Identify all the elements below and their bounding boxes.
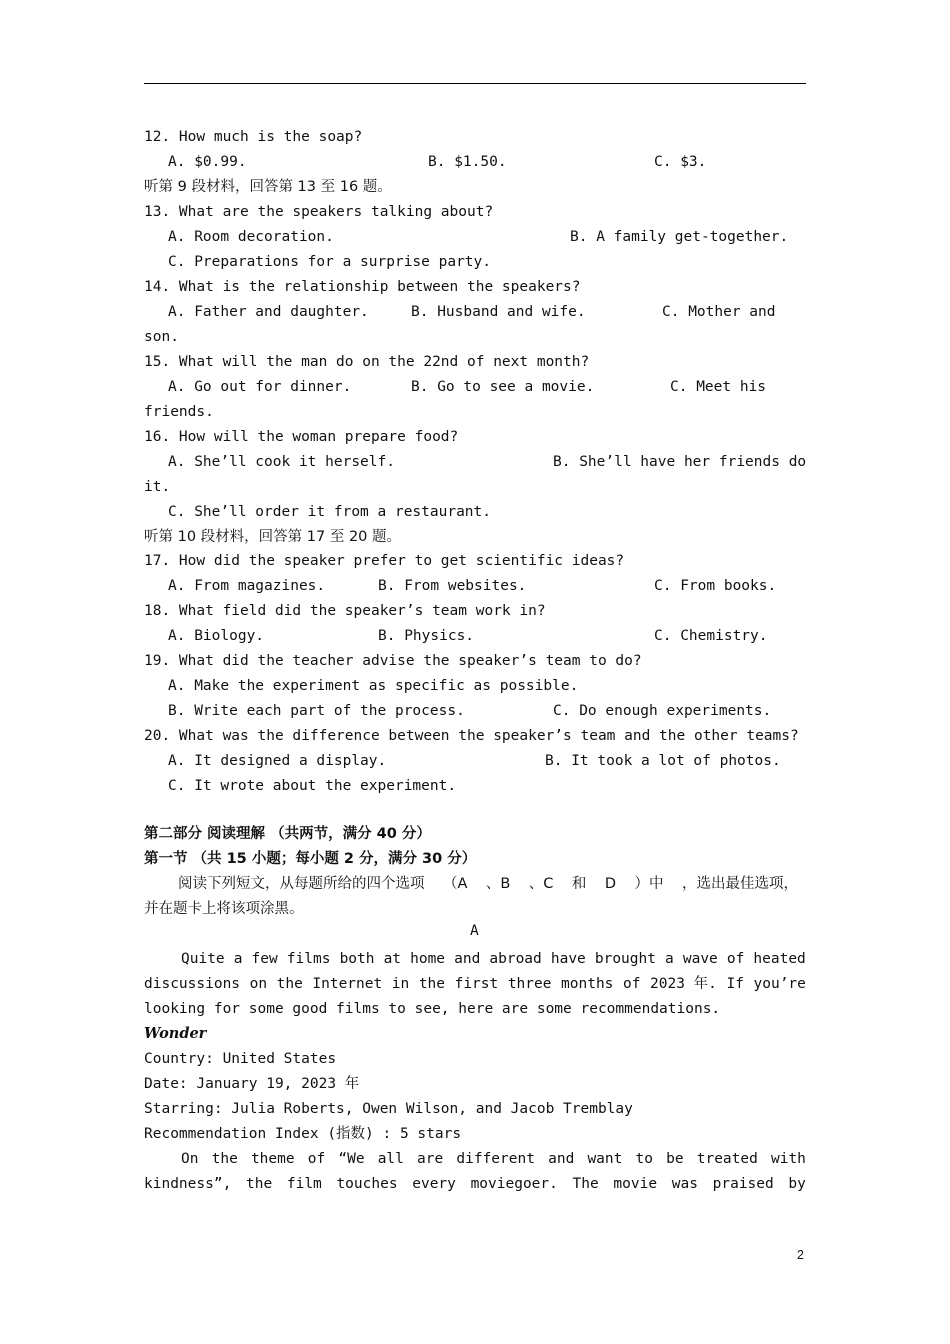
header-rule (144, 83, 806, 84)
q14-option-c-continued: son. (144, 329, 179, 345)
word: and (454, 951, 481, 967)
word: 2023 年. (650, 976, 717, 992)
q19-stem: 19. What did the teacher advise the speaker’s team to do? (144, 653, 642, 669)
word: the (211, 1151, 238, 1167)
q13-option-c: C. Preparations for a surprise party. (168, 254, 492, 270)
q14-stem: 14. What is the relationship between the speakers? (144, 279, 581, 295)
q12-stem: 12. How much is the soap? (144, 129, 363, 145)
q14-option-c: C. Mother and (662, 304, 776, 320)
passage-p2-line1 (181, 1150, 806, 1168)
word: first (454, 976, 499, 992)
word: in (391, 976, 410, 992)
word: On (181, 1151, 199, 1167)
word: films (286, 951, 331, 967)
word: different (456, 1151, 535, 1167)
word: Internet (312, 976, 383, 992)
word: movie (613, 1176, 658, 1192)
word: be (666, 1151, 684, 1167)
q19-option-a: A. Make the experiment as specific as possible. (168, 678, 579, 694)
q12-option-c: C. $3. (654, 154, 707, 170)
reading-instruction-line2: 并在题卡上将该项涂黑。 (144, 901, 304, 917)
word: discussions (144, 976, 241, 992)
instr-word: 、B (485, 876, 511, 892)
segment-9-instruction: 听第 9 段材料，回答第 13 至 16 题。 (144, 179, 392, 195)
word: three (507, 976, 552, 992)
word: was (671, 1176, 698, 1192)
film-starring: Starring: Julia Roberts, Owen Wilson, and Jacob Tremblay (144, 1101, 633, 1117)
q16-option-b-continued: it. (144, 479, 171, 495)
word: and (548, 1151, 575, 1167)
q18-stem: 18. What field did the speaker’s team work in? (144, 603, 546, 619)
word: all (377, 1151, 404, 1167)
word: are (417, 1151, 444, 1167)
q13-option-a: A. Room decoration. (168, 229, 334, 245)
q17-option-c: C. From books. (654, 578, 777, 594)
instr-word: ，选出最佳选项， (681, 876, 798, 892)
word: few (251, 951, 278, 967)
word: with (770, 1151, 806, 1167)
passage-p1-line1 (181, 950, 806, 968)
q15-stem: 15. What will the man do on the 22nd of next month? (144, 354, 590, 370)
word: want (587, 1151, 623, 1167)
section1-heading: 第一节 （共 15 小题；每小题 2 分，满分 30 分） (144, 851, 477, 867)
word: praised (712, 1176, 774, 1192)
instr-word: （A (442, 876, 468, 892)
word: film (286, 1176, 322, 1192)
word: of (622, 976, 641, 992)
q18-option-c: C. Chemistry. (654, 628, 768, 644)
word: every (412, 1176, 456, 1192)
instr-word: 和 (571, 876, 587, 892)
q15-option-a: A. Go out for dinner. (168, 379, 352, 395)
q19-option-b: B. Write each part of the process. (168, 703, 465, 719)
word: heated (753, 951, 806, 967)
word: the (245, 1176, 273, 1192)
word: wave (682, 951, 718, 967)
q20-stem: 20. What was the difference between the speaker’s team and the other teams? (144, 728, 799, 744)
word: of (307, 1151, 326, 1167)
word: touches (336, 1176, 398, 1192)
q14-option-a: A. Father and daughter. (168, 304, 369, 320)
q15-option-c: C. Meet his (670, 379, 767, 395)
q16-option-c: C. She’ll order it from a restaurant. (168, 504, 492, 520)
page-number: 2 (797, 1248, 804, 1262)
q20-option-c: C. It wrote about the experiment. (168, 778, 457, 794)
word: moviegoer. (470, 1176, 558, 1192)
q14-option-b: B. Husband and wife. (411, 304, 586, 320)
q16-option-b: B. She’ll have her friends do (553, 454, 807, 470)
q12-option-a: A. $0.99. (168, 154, 247, 170)
q17-stem: 17. How did the speaker prefer to get scientific ideas? (144, 553, 625, 569)
word: the (276, 976, 303, 992)
word: home (410, 951, 446, 967)
q20-option-b: B. It took a lot of photos. (545, 753, 781, 769)
word: by (788, 1176, 806, 1192)
q16-option-a: A. She’ll cook it herself. (168, 454, 395, 470)
q19-option-c: C. Do enough experiments. (553, 703, 772, 719)
film-recommendation-index: Recommendation Index (指数) : 5 stars (144, 1126, 462, 1142)
word: abroad (489, 951, 542, 967)
word: The (572, 1176, 599, 1192)
word: the (418, 976, 446, 992)
word: months (561, 976, 614, 992)
q13-option-b: B. A family get-together. (570, 229, 789, 245)
word: kindness”, (144, 1176, 232, 1192)
word: a (665, 951, 674, 967)
film-date: Date: January 19, 2023 年 (144, 1076, 360, 1092)
q18-option-a: A. Biology. (168, 628, 265, 644)
word: Quite (181, 951, 225, 967)
word: brought (594, 951, 656, 967)
word: treated (696, 1151, 758, 1167)
word: both (339, 951, 375, 967)
reading-instruction-line1 (178, 875, 798, 893)
q18-option-b: B. Physics. (378, 628, 475, 644)
q17-option-a: A. From magazines. (168, 578, 326, 594)
passage-label: A (470, 923, 479, 939)
word: a (233, 951, 243, 967)
word: “We (338, 1151, 365, 1167)
passage-p1-line2 (144, 975, 806, 993)
word: on (249, 976, 268, 992)
q15-option-c-continued: friends. (144, 404, 214, 420)
word: If (726, 976, 744, 992)
q16-stem: 16. How will the woman prepare food? (144, 429, 459, 445)
instr-word: ）中 (634, 876, 664, 892)
part2-heading: 第二部分 阅读理解 （共两节，满分 40 分） (144, 826, 431, 842)
word: of (726, 951, 745, 967)
instr-word: 阅读下列短文，从每题所给的四个选项 (178, 876, 425, 892)
q13-stem: 13. What are the speakers talking about? (144, 204, 494, 220)
q15-option-b: B. Go to see a movie. (411, 379, 595, 395)
passage-p2-line2 (144, 1175, 806, 1193)
word: theme (250, 1151, 295, 1167)
word: have (550, 951, 586, 967)
q17-option-b: B. From websites. (378, 578, 527, 594)
q12-option-b: B. $1.50. (428, 154, 507, 170)
word: to (635, 1151, 653, 1167)
passage-p1-line3: looking for some good films to see, here are some recommendations. (144, 1001, 721, 1017)
q20-option-a: A. It designed a display. (168, 753, 387, 769)
instr-word: 、C (528, 876, 554, 892)
segment-10-instruction: 听第 10 段材料，回答第 17 至 20 题。 (144, 529, 402, 545)
word: at (383, 951, 402, 967)
instr-word: D (604, 876, 617, 892)
word: you’re (753, 976, 806, 992)
film-country: Country: United States (144, 1051, 337, 1067)
film-title: Wonder (144, 1025, 207, 1042)
